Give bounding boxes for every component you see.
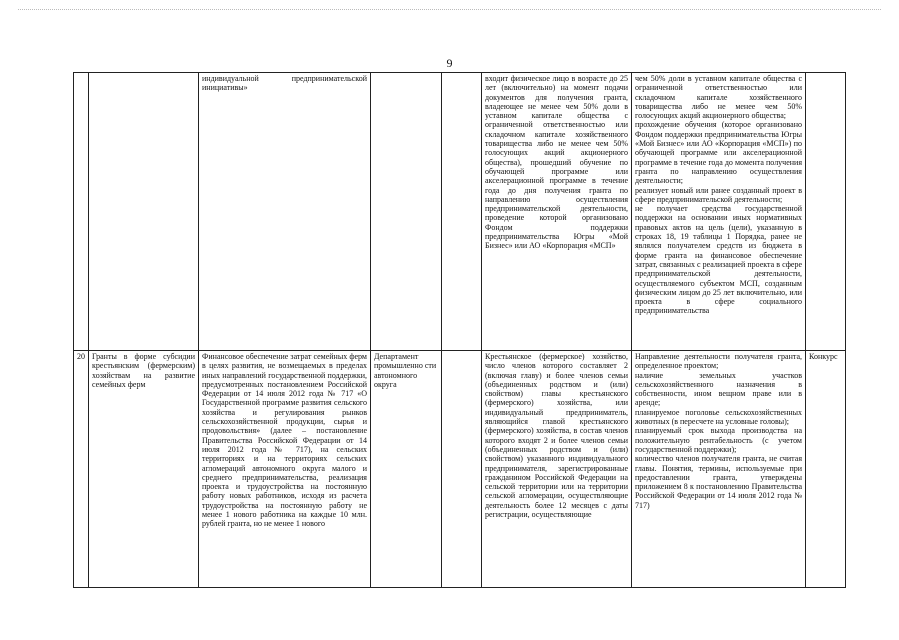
selection-criteria: Направление деятельности получателя гранта, определенное проектом; наличие земельных участков сельскохозяйственного назначения в собственности, ином вещном праве или в аренде; планируемое поголовье сельскохозяйственных животных (в пересчете на условные головы); планируемый срок выхода производства на положительную рентабельность (с учетом государственной поддержки); количество членов получателя гранта, не считая главы. Понятия, термины, используемые при предоставлении гранта, утверждены приложением 8 к постановлению Правительства Российской Федерации от 14 июля 2012 года № 717) [632, 351, 806, 588]
page-number: 9 [446, 56, 453, 70]
selection-criteria: чем 50% доли в уставном капитале общества с ограниченной ответственностью или складочном капитале хозяйственного товарищества либо не менее чем 50% голосующих акций акционерного общества; прохождение обучения (которое организовано Фондом поддержки предпринимательства Югры «Мой Бизнес» или АО «Корпорация «МСП») по обучающей программе или акселерационной программе в течение года до момента получения гранта по направлению осуществления деятельности; реализует новый или ранее созданный проект в сфере предпринимательской деятельности; не получает средства государственной поддержки на основании иных нормативных правовых актов на цель (цели), указанную в строках 18, 19 таблицы 1 Порядка, ранее не являлся получателем средств из бюджета в форме гранта на финансовое обеспечение затрат, связанных с реализацией проекта в сфере предпринимательской деятельности, осуществляемого субъектом МСП, созданным физическим лицом до 25 лет включительно, или проекта в сфере социального предпринимательства [632, 73, 806, 351]
grant-name [89, 73, 199, 351]
grant-purpose: Финансовое обеспечение затрат семейных ферм в целях развития, не возмещаемых в пределах иных направлений государственной поддержки, предусмотренных постановлением Российской Федерации от 14 июля 2012 года № 717 «О Государственной программе развития сельского хозяйства и регулирования рынков сельскохозяйственной продукции, сырья и продовольствия» (далее – постановление Правительства Российской Федерации от 14 июля 2012 года № 717), на сельских территориях и на территориях сельских агломераций автономного округа малого и среднего предпринимательства, реализация проекта и трудоустройства на постоянную работу новых работников, исходя из расчета трудоустройства на постоянную работу не менее 1 нового работника на каждые 10 млн. рублей гранта, но не менее 1 нового [199, 351, 371, 588]
row-number [74, 73, 89, 351]
grant-purpose: индивидуальной предпринимательской инициативы» [199, 73, 371, 351]
selection-method: Конкурс [806, 351, 846, 588]
table-row [74, 351, 846, 588]
top-dotted-rule [18, 9, 881, 10]
row-number: 20 [74, 351, 89, 588]
blank-column [442, 351, 482, 588]
table-row [74, 73, 846, 351]
blank-column [442, 73, 482, 351]
grant-recipients: Крестьянское (фермерское) хозяйство, число членов которого составляет 2 (включая главу) и более членов семьи (объединенных родством и (или) свойством) главы крестьянского (фермерского) хозяйства, или индивидуальный предприниматель, являющийся главой крестьянского (фермерского) хозяйства, в состав членов которого входят 2 и более членов семьи (объединенных родством и (или) свойством) указанного индивидуального предпринимателя, зарегистрированные гражданином Российской Федерации на сельской территории или на территории сельской агломерации, осуществляющие деятельность более 12 месяцев с даты регистрации, осуществляющие [482, 351, 632, 588]
grant-recipients: входит физическое лицо в возрасте до 25 лет (включительно) на момент подачи документов для получения гранта, владеющее не менее чем 50% доли в уставном капитале общества с ограниченной ответственностью или складочном капитале хозяйственного товарищества либо не менее чем 50% голосующих акций акционерного общества), прошедший обучение по обучающей программе или акселерационной программе в течение года до дня получения гранта по направлению осуществления предпринимательской деятельности, проведение которой организовано Фондом поддержки предпринимательства Югры «Мой Бизнес» или АО «Корпорация «МСП» [482, 73, 632, 351]
responsible-department [371, 73, 442, 351]
responsible-department: Департамент промышленно сти автономного округа [371, 351, 442, 588]
selection-method [806, 73, 846, 351]
grants-table [73, 72, 846, 588]
grant-name: Гранты в форме субсидии крестьянским (фермерским) хозяйствам на развитие семейных ферм [89, 351, 199, 588]
